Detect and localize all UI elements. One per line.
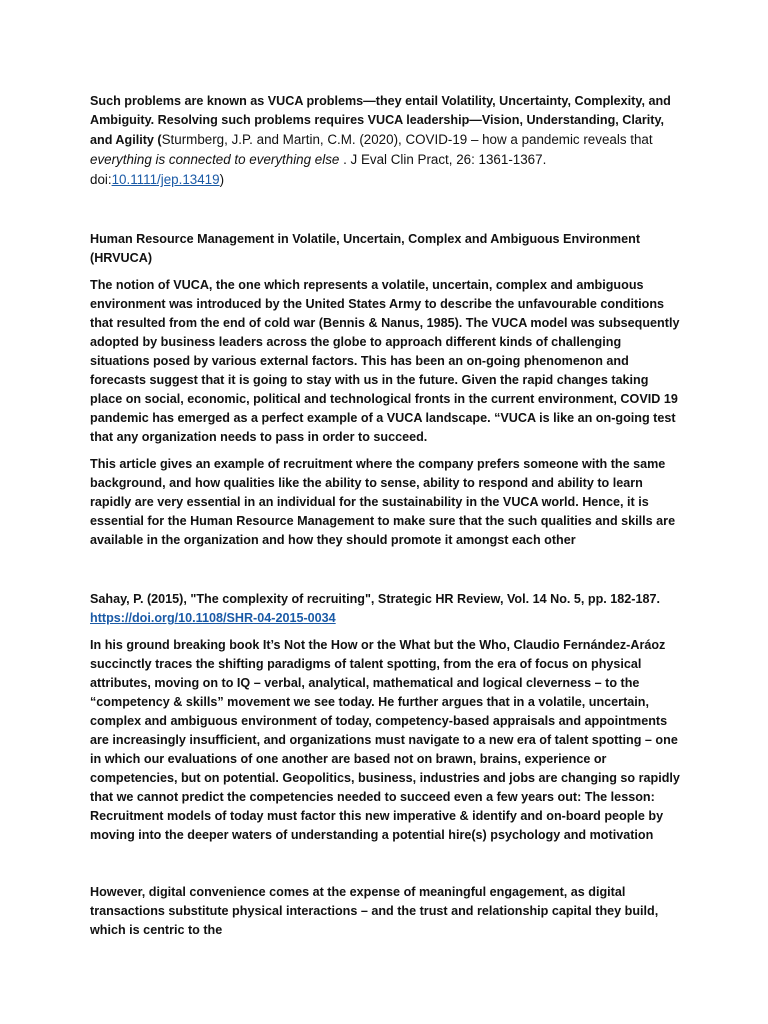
citation-text: Sahay, P. (2015), "The complexity of recruiting", Strategic HR Review, Vol. 14 No. 5, pp. 182-187. — [90, 592, 660, 606]
reference-journal: . J Eval Clin Pract, 26: 1361-1367. doi: — [90, 152, 547, 187]
intro-paragraph — [90, 92, 682, 190]
citation — [90, 590, 682, 628]
intro-bold-text: Such problems are known as VUCA problems—they entail Volatility, Uncertainty, Complexity, and Ambiguity. Resolving such problems requires VUCA leadership—Vision, Understanding, Clarity, and Agility ( — [90, 94, 671, 147]
vuca-paragraph: The notion of VUCA, the one which represents a volatile, uncertain, complex and ambiguous environment was introduced by the United States Army to describe the unfavourable conditions that resulted from the end of cold war (Bennis & Nanus, 1985). The VUCA model was subsequently adopted by business leaders across the globe to approach different kinds of challenging situations posed by various external factors. This has been an on-going phenomenon and forecasts suggest that it is going to stay with us in the future. Given the rapid changes taking place on social, economic, political and technological fronts in the current environment, COVID 19 pandemic has emerged as a perfect example of a VUCA landscape. “VUCA is like an on-going test that any organization needs to pass in order to succeed. — [90, 278, 680, 444]
section-heading: Human Resource Management in Volatile, Uncertain, Complex and Ambiguous Environment (HRVUCA) — [90, 232, 641, 265]
citation-link[interactable]: https://doi.org/10.1108/SHR-04-2015-0034 — [90, 611, 336, 625]
document-body — [90, 92, 682, 940]
recruiting-paragraph: In his ground breaking book It’s Not the How or the What but the Who, Claudio Fernández-Aráoz succinctly traces the shifting paradigms of talent spotting, from the era of focus on physical attributes, moving on to IQ – verbal, analytical, mathematical and logical cleverness – to the “competency & skills” movement we see today. He further argues that in a volatile, uncertain, complex and ambiguous environment of today, competency-based appraisals and appointments are increasingly insufficient, and organizations must navigate to a new era of talent spotting – one in which our evaluations of one another are based not on brawn, brains, experience or competencies, but on potential. Geopolitics, business, industries and jobs are changing so rapidly that we cannot predict the competencies needed to succeed even a few years out: The lesson: Recruitment models of today must factor this new imperative & identify and on-board people by moving into the deeper waters of understanding a potential hire(s) psychology and motivation — [90, 638, 680, 842]
article-summary-paragraph: This article gives an example of recruitment where the company prefers someone with the same background, and how qualities like the ability to sense, ability to respond and ability to learn rapidly are very essential in an individual for the sustainability in the VUCA world. Hence, it is essential for the Human Resource Management to make sure that the such qualities and skills are available in the organization and how they should promote it amongst each other — [90, 457, 676, 547]
digital-paragraph: However, digital convenience comes at the expense of meaningful engagement, as digital transactions substitute physical interactions – and the trust and relationship capital they build, which is centric to the — [90, 885, 659, 937]
doi-link[interactable]: 10.1111/jep.13419 — [111, 172, 220, 187]
reference-italic-title: everything is connected to everything else — [90, 152, 340, 167]
reference-text — [90, 132, 653, 187]
reference-authors: Sturmberg, J.P. and Martin, C.M. (2020), COVID-19 – how a pandemic reveals that — [161, 132, 653, 147]
reference-close: ) — [219, 172, 225, 187]
